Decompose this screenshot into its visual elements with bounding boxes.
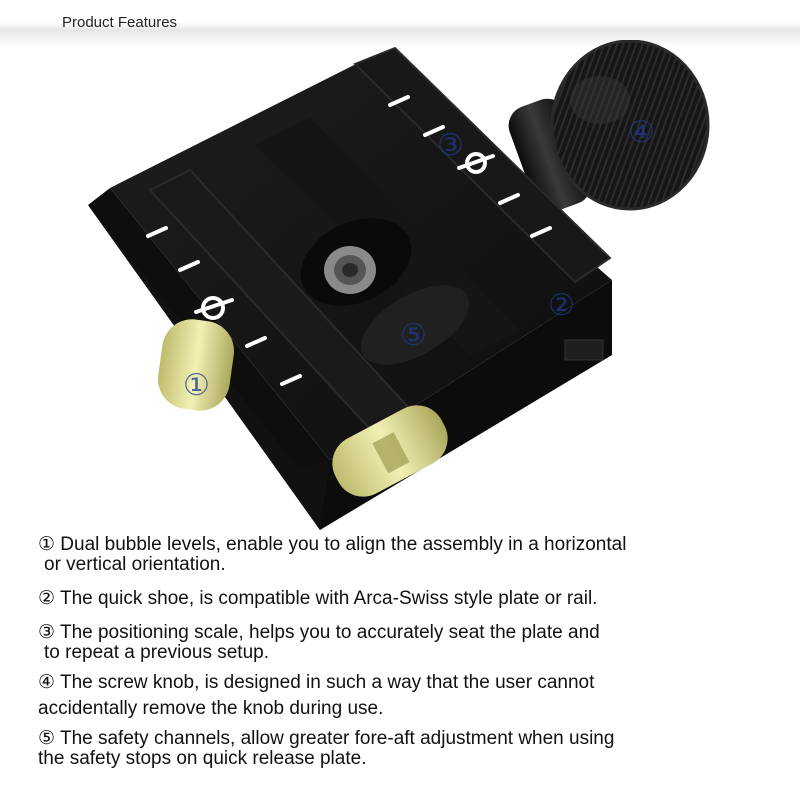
feature-text: ② The quick shoe, is compatible with Arca-Swiss style plate or rail.	[38, 588, 598, 609]
feature-text: ④ The screw knob, is designed in such a way that the user cannot	[38, 672, 595, 693]
callout-5: ⑤	[400, 318, 427, 353]
feature-text: ③ The positioning scale, helps you to accurately seat the plate and	[38, 622, 600, 643]
feature-text: ⑤ The safety channels, allow greater fore-aft adjustment when using	[38, 728, 615, 749]
feature-item	[38, 673, 778, 719]
clamp-illustration	[0, 40, 800, 540]
feature-list	[38, 535, 778, 779]
callout-3: ③	[437, 128, 464, 163]
page-title: Product Features	[62, 14, 178, 31]
feature-text-cont: to repeat a previous setup.	[44, 642, 269, 663]
feature-text: ① Dual bubble levels, enable you to align the assembly in a horizontal	[38, 534, 627, 555]
feature-text-cont: or vertical orientation.	[44, 554, 226, 575]
feature-item	[38, 535, 778, 575]
callout-1: ①	[183, 368, 210, 403]
feature-text-cont: accidentally remove the knob during use.	[38, 698, 384, 719]
feature-item	[38, 729, 778, 769]
callout-4: ④	[628, 115, 655, 150]
feature-text-cont: the safety stops on quick release plate.	[38, 748, 367, 769]
feature-item	[38, 589, 778, 609]
product-photo	[0, 40, 800, 540]
callout-2: ②	[548, 288, 575, 323]
feature-item	[38, 623, 778, 663]
